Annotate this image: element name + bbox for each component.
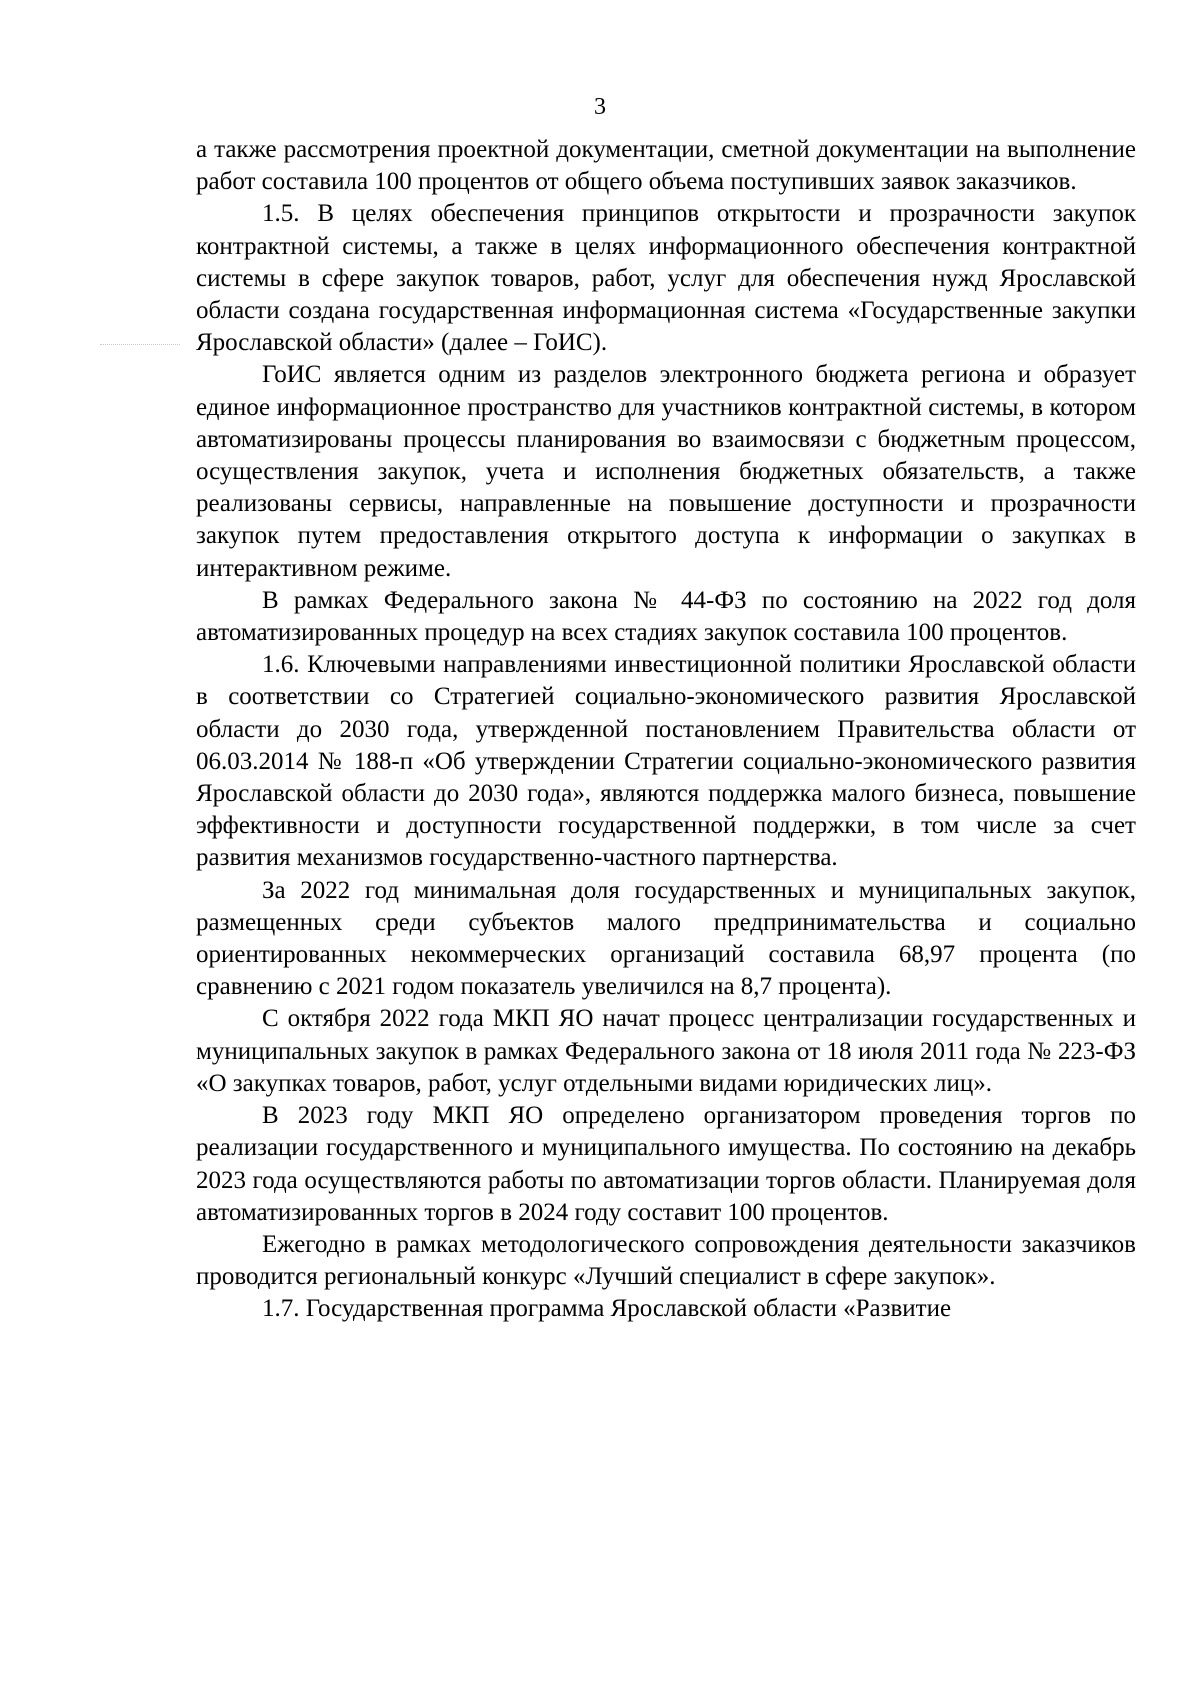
paragraph-gois: ГоИС является одним из разделов электронного бюджета региона и образует единое информационное пространство для участников контрактной системы, в котором автоматизированы процессы планирования во взаимосвязи с бюджетным процессом, осуществления закупок, учета и исполнения бюджетных обязательств, а также реализованы сервисы, направленные на повышение доступности и прозрачности закупок путем предоставления открытого доступа к информации о закупках в интерактивном режиме. — [196, 361, 1136, 582]
paragraph-2022-share: За 2022 год минимальная доля государственных и муниципальных закупок, размещенных среди субъектов малого предпринимательства и социально ориентированных некоммерческих организаций составила 68,97 процента (по сравнению с 2021 годом показатель увеличился на 8,7 процента). — [196, 876, 1136, 1001]
paragraph-continuation: а также рассмотрения проектной документации, сметной документации на выполнение работ составила 100 процентов от общего объема поступивших заявок заказчиков. — [196, 136, 1136, 196]
paragraph-2023-auctions: В 2023 году МКП ЯО определено организатором проведения торгов по реализации государственного и муниципального имущества. По состоянию на декабрь 2023 года осуществляются работы по автоматизации торгов области. Планируемая доля автоматизированных торгов в 2024 году составит 100 процентов. — [196, 1102, 1136, 1226]
paragraph-contest: Ежегодно в рамках методологического сопровождения деятельности заказчиков проводится региональный конкурс «Лучший специалист в сфере закупок». — [196, 1230, 1136, 1291]
paragraph-1-6: 1.6. Ключевыми направлениями инвестиционной политики Ярославской области в соответствии со Стратегией социально-экономического развития Ярославской области до 2030 года, утвержденной постановлением Правительства области от 06.03.2014 № 188-п «Об утверждении Стратегии социально-экономического развития Ярославской области до 2030 года», являются поддержка малого бизнеса, повышение эффективности и доступности государственной поддержки, в том числе за счет развития механизмов государственно-частного партнерства. — [196, 651, 1136, 872]
paragraph-1-7: 1.7. Государственная программа Ярославской области «Развитие — [262, 1295, 952, 1323]
scan-margin-mark — [100, 344, 180, 346]
page-number: 3 — [594, 94, 606, 120]
paragraph-1-5: 1.5. В целях обеспечения принципов открытости и прозрачности закупок контрактной системы, а также в целях информационного обеспечения контрактной системы в сфере закупок товаров, работ, услуг для обеспечения нужд Ярославской области создана государственная информационная система «Государственные закупки Ярославской области» (далее – ГоИС). — [196, 200, 1136, 357]
paragraph-44-fz: В рамках Федерального закона № 44-ФЗ по состоянию на 2022 год доля автоматизированных процедур на всех стадиях закупок составила 100 процентов. — [196, 586, 1136, 647]
paragraph-centralization: С октября 2022 года МКП ЯО начат процесс централизации государственных и муниципальных закупок в рамках Федерального закона от 18 июля 2011 года № 223-ФЗ «О закупках товаров, работ, услуг отдельными видами юридических лиц». — [196, 1005, 1136, 1097]
document-body — [196, 134, 1136, 1326]
